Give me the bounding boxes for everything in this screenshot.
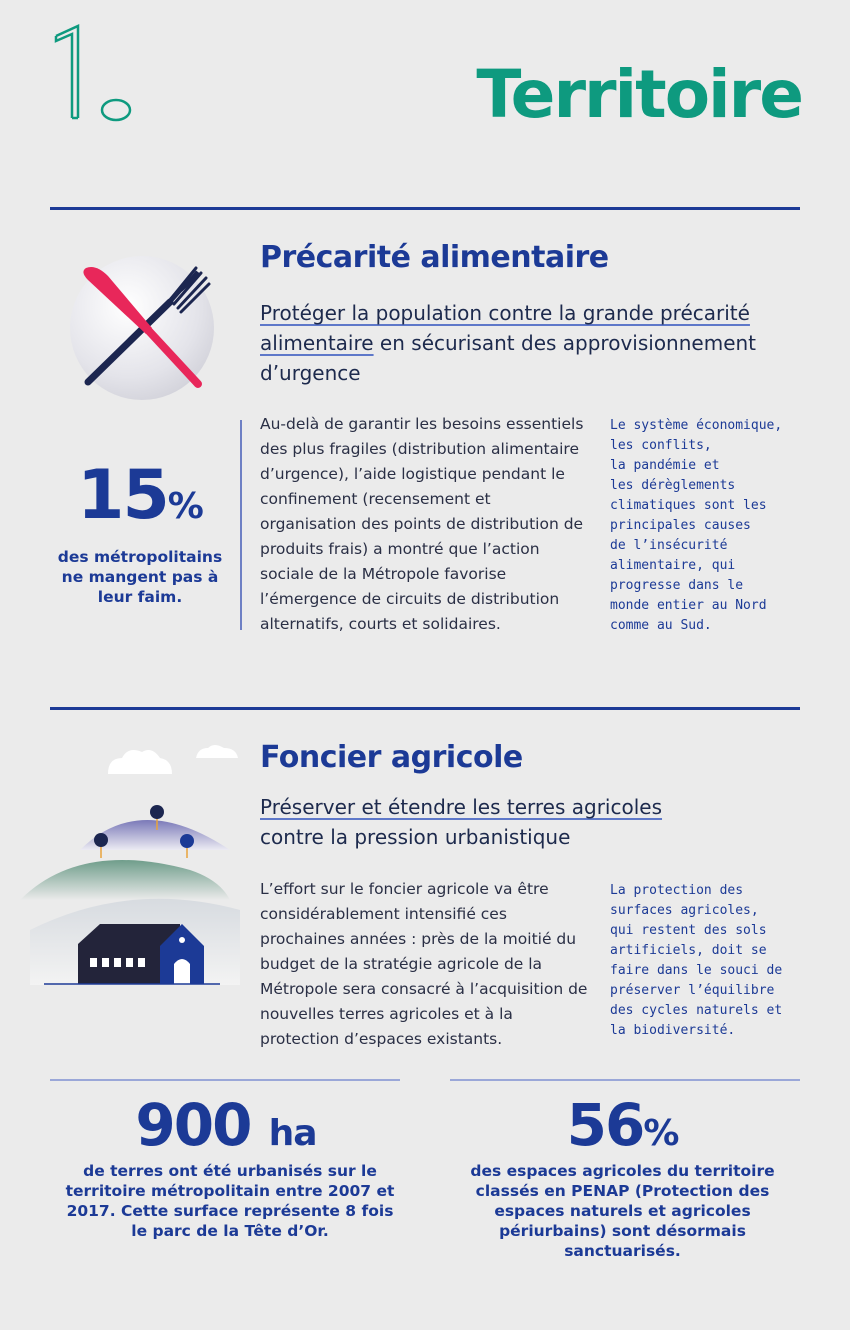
vertical-divider xyxy=(240,420,242,630)
stat-unit-left: ha xyxy=(268,1113,317,1154)
stat-56-percent xyxy=(440,1092,805,1261)
aside-precarite: Le système économique, les conflits, la pandémie et les dérèglements climatiques sont les principales causes de l’insécurité alimentaire, qui progresse dans le monde entier au Nord comme au Sud. xyxy=(610,418,783,633)
lead-foncier-underlined: Préserver et étendre les terres agricoles xyxy=(260,795,663,819)
section-title-foncier: Foncier agricole xyxy=(260,740,523,775)
stat-value-right: 56 xyxy=(566,1091,644,1159)
page-title: Territoire xyxy=(476,56,802,133)
stat-value-left: 900 xyxy=(135,1091,251,1159)
stat-unit-right: % xyxy=(643,1113,679,1154)
stat-15-percent xyxy=(50,458,230,607)
section-divider xyxy=(50,707,800,710)
lead-precarite xyxy=(260,298,800,388)
stat-value: 15 xyxy=(77,456,168,535)
stat-caption-right: des espaces agricoles du territoire classés en PENAP (Protection des espaces naturels et agricoles périurbains) sont désormais sanctuarisés. xyxy=(470,1162,775,1260)
lead-foncier xyxy=(260,792,800,852)
stat-divider-right xyxy=(450,1079,800,1081)
body-foncier: L’effort sur le foncier agricole va être considérablement intensifié ces prochaines années : près de la moitié du budget de la stratégie agricole de la Métropole sera consacré à l’acquisition de nouvelles terres agricoles et à la protection d’espaces existants. xyxy=(260,880,588,1048)
stat-caption: des métropolitains ne mangent pas à leur faim. xyxy=(57,548,223,606)
stat-divider-left xyxy=(50,1079,400,1081)
chapter-number-graphic xyxy=(48,22,138,132)
lead-precarite-underlined: Protéger la population contre la grande précarité alimentaire xyxy=(260,301,750,355)
stat-unit: % xyxy=(167,486,203,527)
section-divider xyxy=(50,207,800,210)
aside-foncier: La protection des surfaces agricoles, qui restent des sols artificiels, doit se faire dans le souci de préserver l’équilibre des cycles naturels et la biodiversité. xyxy=(610,883,783,1038)
stat-900-ha xyxy=(50,1092,430,1241)
knife-fork-icon xyxy=(60,250,230,400)
stat-caption-left: de terres ont été urbanisés sur le territoire métropolitain entre 2007 et 2017. Cette surface représente 8 fois le parc de la Tête d’Or. xyxy=(65,1162,395,1240)
farm-landscape-icon xyxy=(20,740,245,990)
body-precarite: Au-delà de garantir les besoins essentiels des plus fragiles (distribution alimentaire d’urgence), l’aide logistique pendant le confinement (recensement et organisation des points de distribution de produits frais) a montré que l’action sociale de la Métropole favorise l’émergence de circuits de distribution alternatifs, courts et solidaires. xyxy=(260,415,584,633)
lead-precarite-rest: en sécurisant des approvisionnement d’urgence xyxy=(260,331,757,385)
lead-foncier-rest: contre la pression urbanistique xyxy=(260,825,571,849)
section-title-precarite: Précarité alimentaire xyxy=(260,240,609,275)
